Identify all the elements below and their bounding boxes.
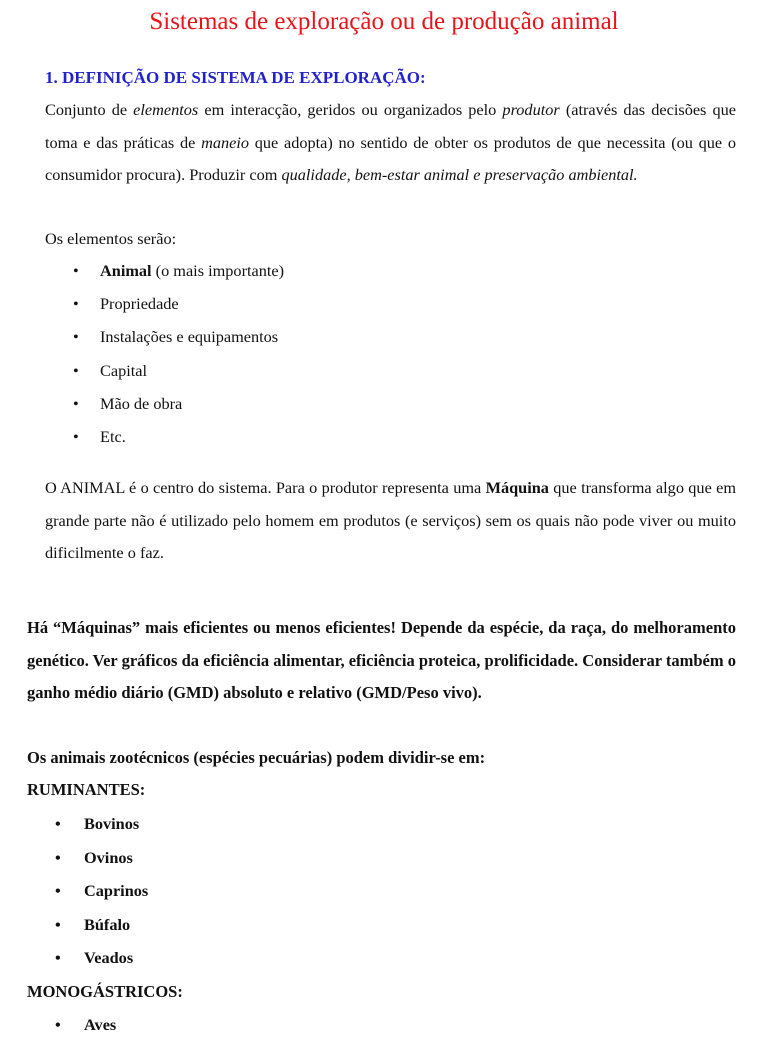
bullet-icon: • [73, 261, 79, 280]
animal-paragraph: O ANIMAL é o centro do sistema. Para o produtor representa uma Máquina que transforma algo que em grande parte não é utilizado pelo homem em produtos (e serviços) sem os quais não pode viver ou muito dificilmente o faz. [45, 478, 737, 563]
bullet-icon: • [73, 327, 79, 347]
bullet-icon: • [73, 393, 79, 413]
list-item: • Ovinos [27, 845, 148, 879]
section-heading: 1. DEFINIÇÃO DE SISTEMA DE EXPLORAÇÃO: [45, 68, 426, 87]
efficiency-paragraph: Há “Máquinas” mais eficientes ou menos eficientes! Depende da espécie, da raça, do melhoramento genético. Ver gráficos da eficiência alimentar, eficiência proteica, prolificidade. Considerar também o ganho médio diário (GMD) absoluto e relativo (GMD/Peso vivo). [27, 618, 736, 702]
list-item: • Propriedade [45, 291, 284, 324]
list-item: • Mão de obra [45, 391, 284, 424]
list-item: • Veados [27, 945, 148, 979]
ruminants-heading: RUMINANTES: [27, 780, 146, 799]
list-item: • Caprinos [27, 878, 148, 912]
definition-paragraph: Conjunto de elementos em interacção, geridos ou organizados pelo produtor (através das decisões que toma e das práticas de maneio que adopta) no sentido de obter os produtos de que necessita (ou que o consumidor procura). Produzir com qualidade, bem-estar animal e preservação ambiental. [45, 100, 736, 185]
list-item: • Animal (o mais importante) [45, 258, 284, 291]
bullet-icon: • [55, 1015, 61, 1034]
list-item: • Etc. [45, 424, 284, 457]
divide-line: Os animais zootécnicos (espécies pecuárias) podem dividir-se em: [27, 748, 486, 767]
bullet-icon: • [73, 294, 79, 314]
bullet-icon: • [55, 948, 61, 968]
monogastric-heading: MONOGÁSTRICOS: [27, 982, 183, 1001]
bullet-icon: • [55, 914, 61, 934]
elements-list [45, 258, 284, 457]
list-item: • Búfalo [27, 912, 148, 946]
list-item: • Capital [45, 358, 284, 391]
monogastric-list [27, 1012, 116, 1046]
bullet-icon: • [73, 360, 79, 380]
bullet-icon: • [73, 426, 79, 446]
list-item: • Bovinos [27, 811, 148, 845]
bullet-icon: • [55, 847, 61, 867]
list-item: • Aves [27, 1012, 116, 1046]
page-title: Sistemas de exploração ou de produção animal [149, 8, 619, 35]
bullet-icon: • [55, 881, 61, 901]
elements-intro: Os elementos serão: [45, 229, 177, 248]
list-item: • Instalações e equipamentos [45, 324, 284, 357]
bullet-icon: • [55, 814, 61, 833]
ruminants-list [27, 811, 148, 979]
